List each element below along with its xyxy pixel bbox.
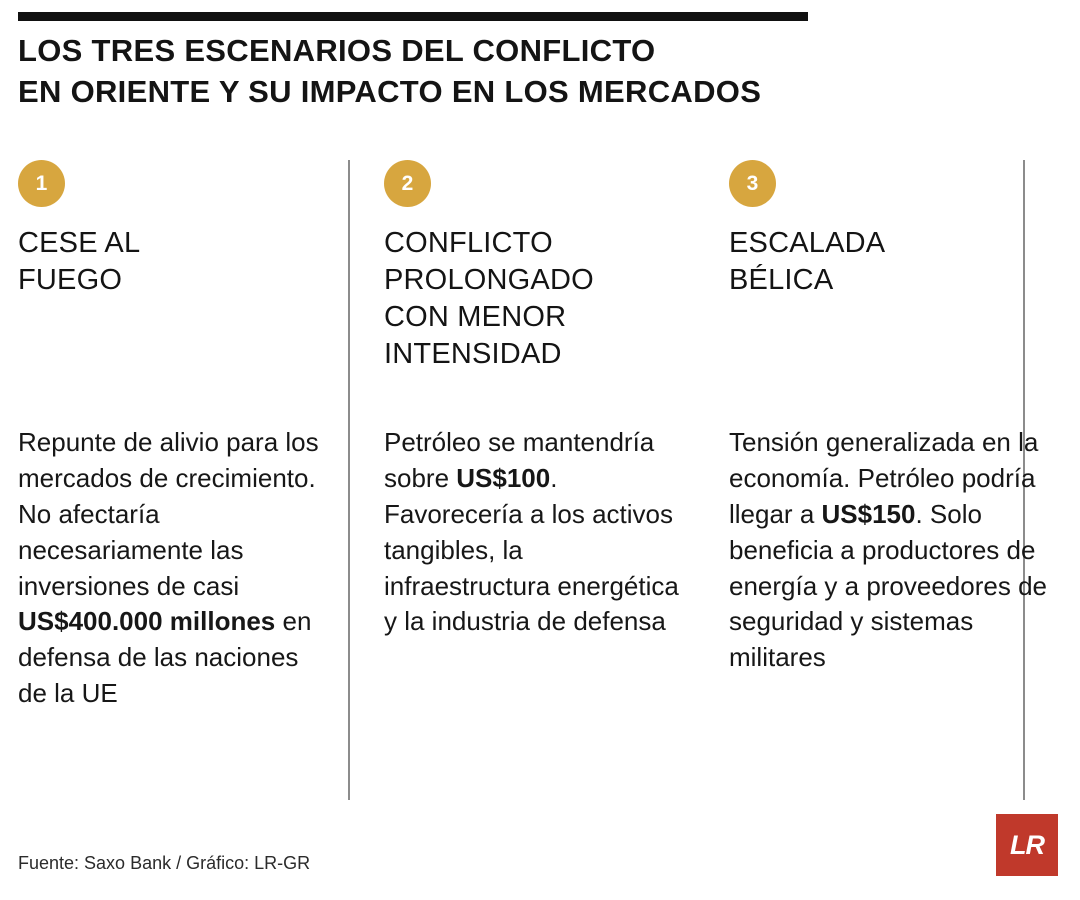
scenario-title-1-line-1: CESE AL [18,227,141,259]
scenario-title-3-line-2: BÉLICA [729,264,834,297]
scenario-column-2 [348,160,693,820]
page-title-line-2: EN ORIENTE Y SU IMPACTO EN LOS MERCADOS [18,74,762,110]
source-credit: Fuente: Saxo Bank / Gráfico: LR-GR [18,853,311,873]
scenario-title-2 [384,225,663,373]
scenario-number-badge-1: 1 [18,160,65,207]
scenarios-container [18,160,1062,820]
lr-logo [996,814,1058,876]
scenario-column-3 [693,160,1062,820]
scenario-title-2-line-2: PROLONGADO [384,264,594,297]
scenario-number-badge-2: 2 [384,160,431,207]
page-title [18,30,1038,112]
scenario-description-3: Tensión generalizada en la economía. Petróleo podría llegar a US$150. Solo beneficia a productores de energía y a proveedores de seguridad y sistemas militares [729,427,1047,673]
page-title-line-1: LOS TRES ESCENARIOS DEL CONFLICTO [18,33,656,68]
top-rule [18,12,808,21]
scenario-description-1: Repunte de alivio para los mercados de crecimiento. No afectaría necesariamente las inversiones de casi US$400.000 millones en defensa de las naciones de la UE [18,427,319,709]
scenario-title-2-line-1: CONFLICTO [384,227,553,259]
scenario-title-2-line-3: CON MENOR [384,301,567,334]
lr-logo-text: LR [1010,829,1044,860]
scenario-title-3 [729,225,1032,299]
scenario-description-2: Petróleo se mantendría sobre US$100. Favorecería a los activos tangibles, la infraestructura energética y la industria de defensa [384,427,679,637]
scenario-title-1-line-2: FUEGO [18,264,123,297]
scenario-title-3-line-1: ESCALADA [729,227,886,259]
scenario-column-1 [18,160,348,820]
scenario-title-1 [18,225,318,299]
scenario-number-badge-3: 3 [729,160,776,207]
scenario-title-2-line-4: INTENSIDAD [384,338,562,371]
